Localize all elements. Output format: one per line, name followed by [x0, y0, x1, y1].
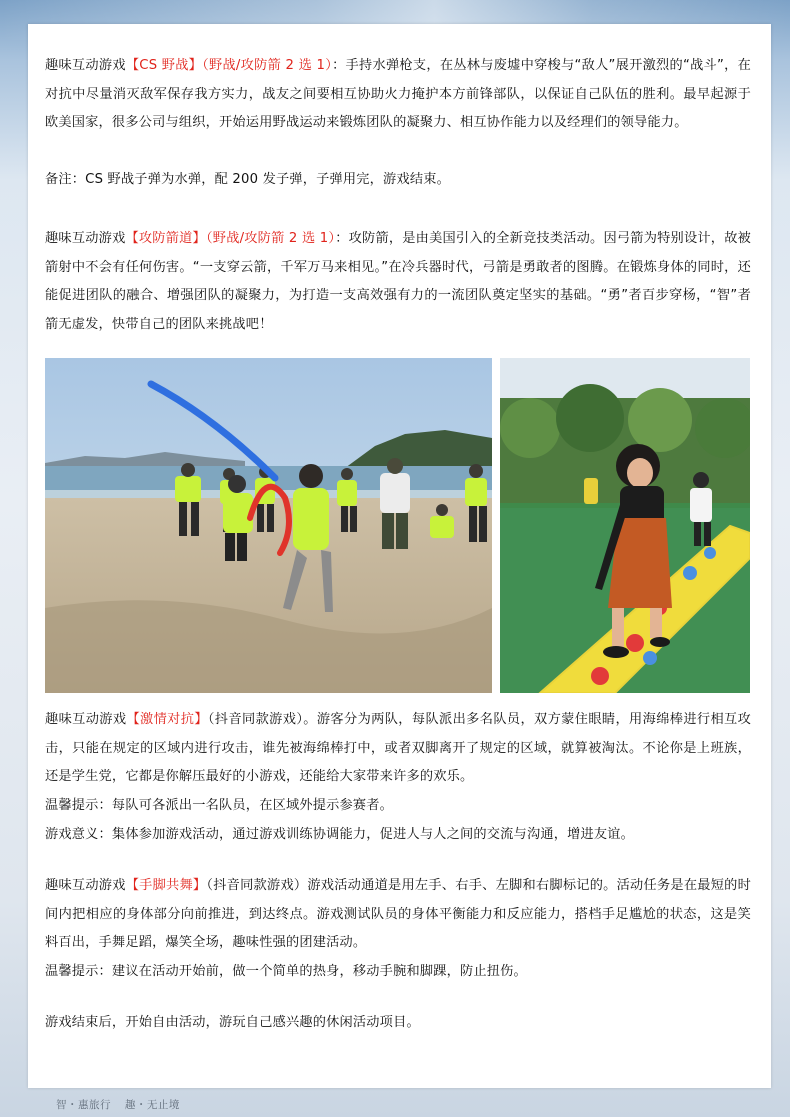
hands-feet-title: 【手脚共舞】	[125, 878, 207, 893]
hands-feet-section	[45, 872, 751, 958]
archery-title: 【攻防箭道】（野战/攻防箭 2 选 1）	[125, 231, 336, 246]
battle-prefix: 趣味互动游戏	[45, 712, 127, 727]
archery-section	[45, 225, 751, 339]
cs-title: 【CS 野战】（野战/攻防箭 2 选 1）	[125, 58, 333, 73]
cs-body: ：手持水弹枪支，在丛林与废墟中穿梭与“敌人”展开激烈的“战斗”，在对抗中尽量消灭敌军保存我方实力，战友之间要相互协助火力掩护本方前锋部队，以保证自己队伍的胜利。最早起源于欧美国家，很多公司与组织，开始运用野战运动来锻炼团队的凝聚力、相互协作能力以及经理们的领导能力。	[45, 58, 751, 131]
hands-feet-prefix: 趣味互动游戏	[45, 878, 126, 893]
cs-note: 备注：CS 野战子弹为水弹，配 200 发子弹，子弹用完，游戏结束。	[45, 172, 450, 187]
battle-title: 【激情对抗】	[126, 712, 208, 727]
footer-slogan	[56, 1097, 190, 1112]
archery-prefix: 趣味互动游戏	[45, 231, 126, 246]
hands-feet-tip: 温馨提示：建议在活动开始前，做一个简单的热身，移动手腕和脚踝，防止扭伤。	[45, 964, 527, 979]
cs-prefix: 趣味互动游戏	[45, 58, 126, 73]
footer-slogan-left: 智・惠旅行	[56, 1099, 111, 1111]
ending-text: 游戏结束后，开始自由活动，游玩自己感兴趣的休闲活动项目。	[45, 1015, 420, 1030]
battle-meaning: 游戏意义：集体参加游戏活动，通过游戏训练协调能力，促进人与人之间的交流与沟通，增进友谊。	[45, 827, 635, 842]
battle-section	[45, 706, 751, 792]
battle-tip: 温馨提示：每队可各派出一名队员，在区域外提示参赛者。	[45, 798, 394, 813]
beach-game-photo	[45, 358, 492, 693]
cs-section	[45, 52, 751, 138]
battle-body: （抖音同款游戏）。游客分为两队，每队派出多名队员，双方蒙住眼睛，用海绵棒进行相互攻击，只能在规定的区域内进行攻击，谁先被海绵棒打中，或者双脚离开了规定的区域，就算被淘汰。不论你是上班族，还是学生党，它都是你解压最好的小游戏，还能给大家带来许多的欢乐。	[45, 712, 752, 785]
archery-body: ：攻防箭，是由美国引入的全新竞技类活动。因弓箭为特别设计，故被箭射中不会有任何伤害。“一支穿云箭，千军万马来相见。”在冷兵器时代，弓箭是勇敢者的图腾。在锻炼身体的同时，还能促进团队的融合、增强团队的凝聚力，为打造一支高效强有力的一流团队奠定坚实的基础。“勇”者百步穿杨，“智”者箭无虚发，快带自己的团队来挑战吧！	[45, 231, 751, 332]
footer-slogan-right: 趣・无止境	[124, 1099, 180, 1111]
hands-feet-body: （抖音同款游戏）游戏活动通道是用左手、右手、左脚和右脚标记的。活动任务是在最短的时间内把相应的身体部分向前推进，到达终点。游戏测试队员的身体平衡能力和反应能力，搭档手足尴尬的状态，这是笑料百出，手舞足蹈，爆笑全场，趣味性强的团建活动。	[45, 878, 752, 951]
content-page	[28, 24, 771, 1088]
hands-feet-game-photo	[500, 358, 750, 693]
